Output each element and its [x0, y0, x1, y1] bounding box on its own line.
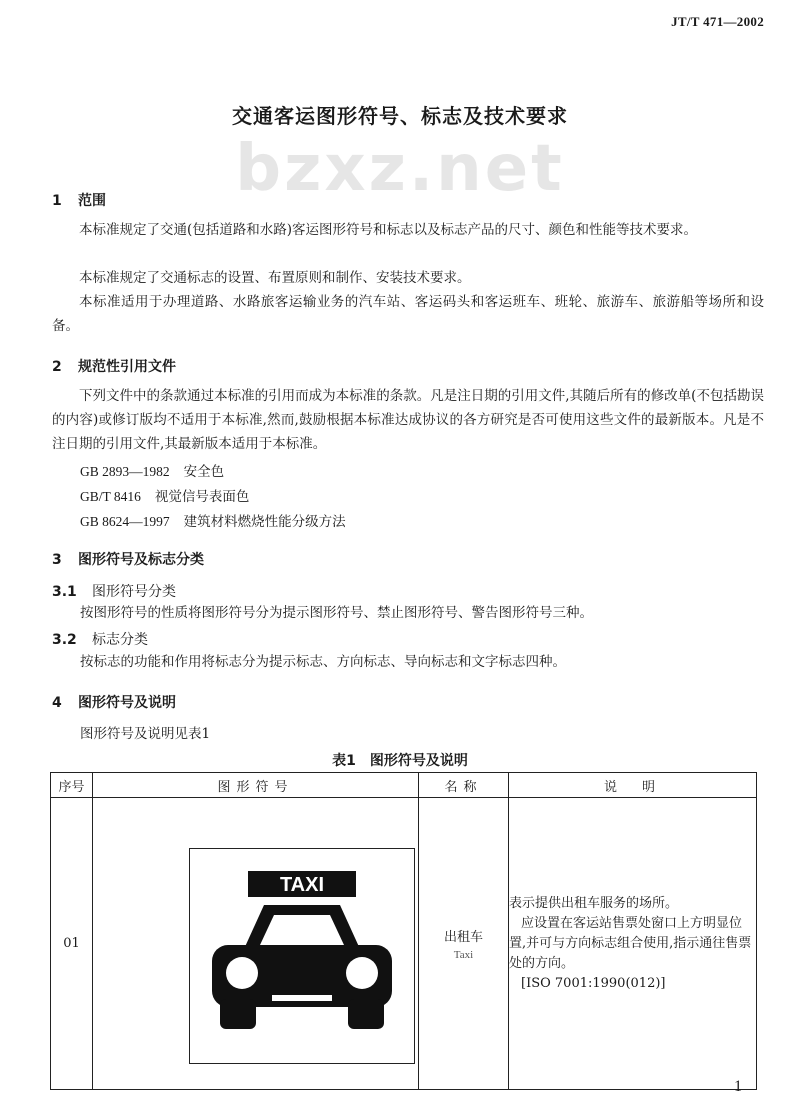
section-title: 图形符号及标志分类 [78, 552, 204, 568]
watermark: bzxz.net [235, 132, 565, 206]
section-1-paragraph-2: 本标准规定了交通标志的设置、布置原则和制作、安装技术要求。 [79, 270, 471, 286]
document-title: 交通客运图形符号、标志及技术要求 [232, 104, 568, 128]
description-line-1: 表示提供出租车服务的场所。 [509, 895, 679, 911]
taxi-sign-text: TAXI [279, 874, 325, 896]
section-1-paragraph-1: 本标准规定了交通(包括道路和水路)客运图形符号和标志以及标志产品的尺寸、颜色和性能等技术要求。 [79, 222, 698, 238]
subsection-3-1-heading [52, 581, 176, 601]
reference-code: GB/T 8416 [80, 489, 141, 504]
standard-number: JT/T 471—2002 [671, 14, 764, 29]
name-cell [419, 798, 509, 1090]
section-number: 3 [52, 552, 62, 568]
reference-name: 安全色 [183, 464, 225, 480]
symbol-cell [93, 798, 419, 1090]
section-3-heading [52, 549, 204, 569]
section-number: 1 [52, 193, 62, 209]
section-1-paragraph-3: 本标准适用于办理道路、水路旅客运输业务的汽车站、客运码头和客运班车、班轮、旅游车、旅游船等场所和设备。 [52, 294, 764, 334]
reference-code: GB 8624—1997 [80, 514, 170, 529]
header-symbol: 图形符号 [93, 773, 419, 798]
header-no: 序号 [51, 773, 93, 798]
section-2-paragraph: 下列文件中的条款通过本标准的引用而成为本标准的条款。凡是注日期的引用文件,其随后所有的修改单(不包括勘误的内容)或修订版均不适用于本标准,然而,鼓励根据本标准达成协议的各方研究是否可使用这些文件的最新版本。凡是不注日期的引用文件,其最新版本适用于本标准。 [52, 388, 764, 452]
description-reference: [ISO 7001:1990(012)] [521, 975, 666, 991]
name-english: Taxi [453, 949, 474, 961]
reference-name: 视觉信号表面色 [154, 489, 250, 505]
subsection-number: 3.2 [52, 632, 77, 648]
reference-name: 建筑材料燃烧性能分级方法 [183, 514, 346, 530]
taxi-symbol-frame [189, 848, 415, 1064]
header-name: 名称 [419, 773, 509, 798]
subsection-title: 图形符号分类 [92, 584, 176, 600]
section-number: 2 [52, 359, 62, 375]
row-number: 01 [51, 798, 93, 1090]
symbol-table [50, 772, 757, 1090]
subsection-title: 标志分类 [92, 632, 148, 648]
table-row [51, 798, 757, 1090]
subsection-3-2-heading [52, 629, 148, 649]
subsection-3-2-text: 按标志的功能和作用将标志分为提示标志、方向标志、导向标志和文字标志四种。 [80, 654, 566, 670]
section-1-heading [52, 190, 106, 210]
section-2-heading [52, 356, 176, 376]
section-title: 范围 [78, 193, 106, 209]
section-number: 4 [52, 695, 62, 711]
section-4-text: 图形符号及说明见表1 [80, 726, 211, 742]
section-4-heading [52, 692, 176, 712]
description-line-2: 应设置在客运站售票处窗口上方明显位置,并可与方向标志组合使用,指示通往售票处的方向。 [509, 915, 752, 971]
section-title: 规范性引用文件 [78, 359, 176, 375]
subsection-3-1-text: 按图形符号的性质将图形符号分为提示图形符号、禁止图形符号、警告图形符号三种。 [80, 605, 593, 621]
reference-item [80, 485, 249, 505]
page-number: 1 [734, 1078, 742, 1095]
name-chinese: 出租车 [443, 930, 483, 945]
section-title: 图形符号及说明 [78, 695, 176, 711]
reference-item [80, 510, 346, 530]
reference-item [80, 460, 224, 480]
subsection-number: 3.1 [52, 584, 77, 600]
table-caption: 表1 图形符号及说明 [332, 753, 468, 769]
header-description: 说 明 [509, 773, 757, 798]
reference-code: GB 2893—1982 [80, 464, 170, 479]
description-cell [509, 798, 757, 1090]
table-header-row [51, 773, 757, 798]
taxi-icon [190, 849, 414, 1063]
